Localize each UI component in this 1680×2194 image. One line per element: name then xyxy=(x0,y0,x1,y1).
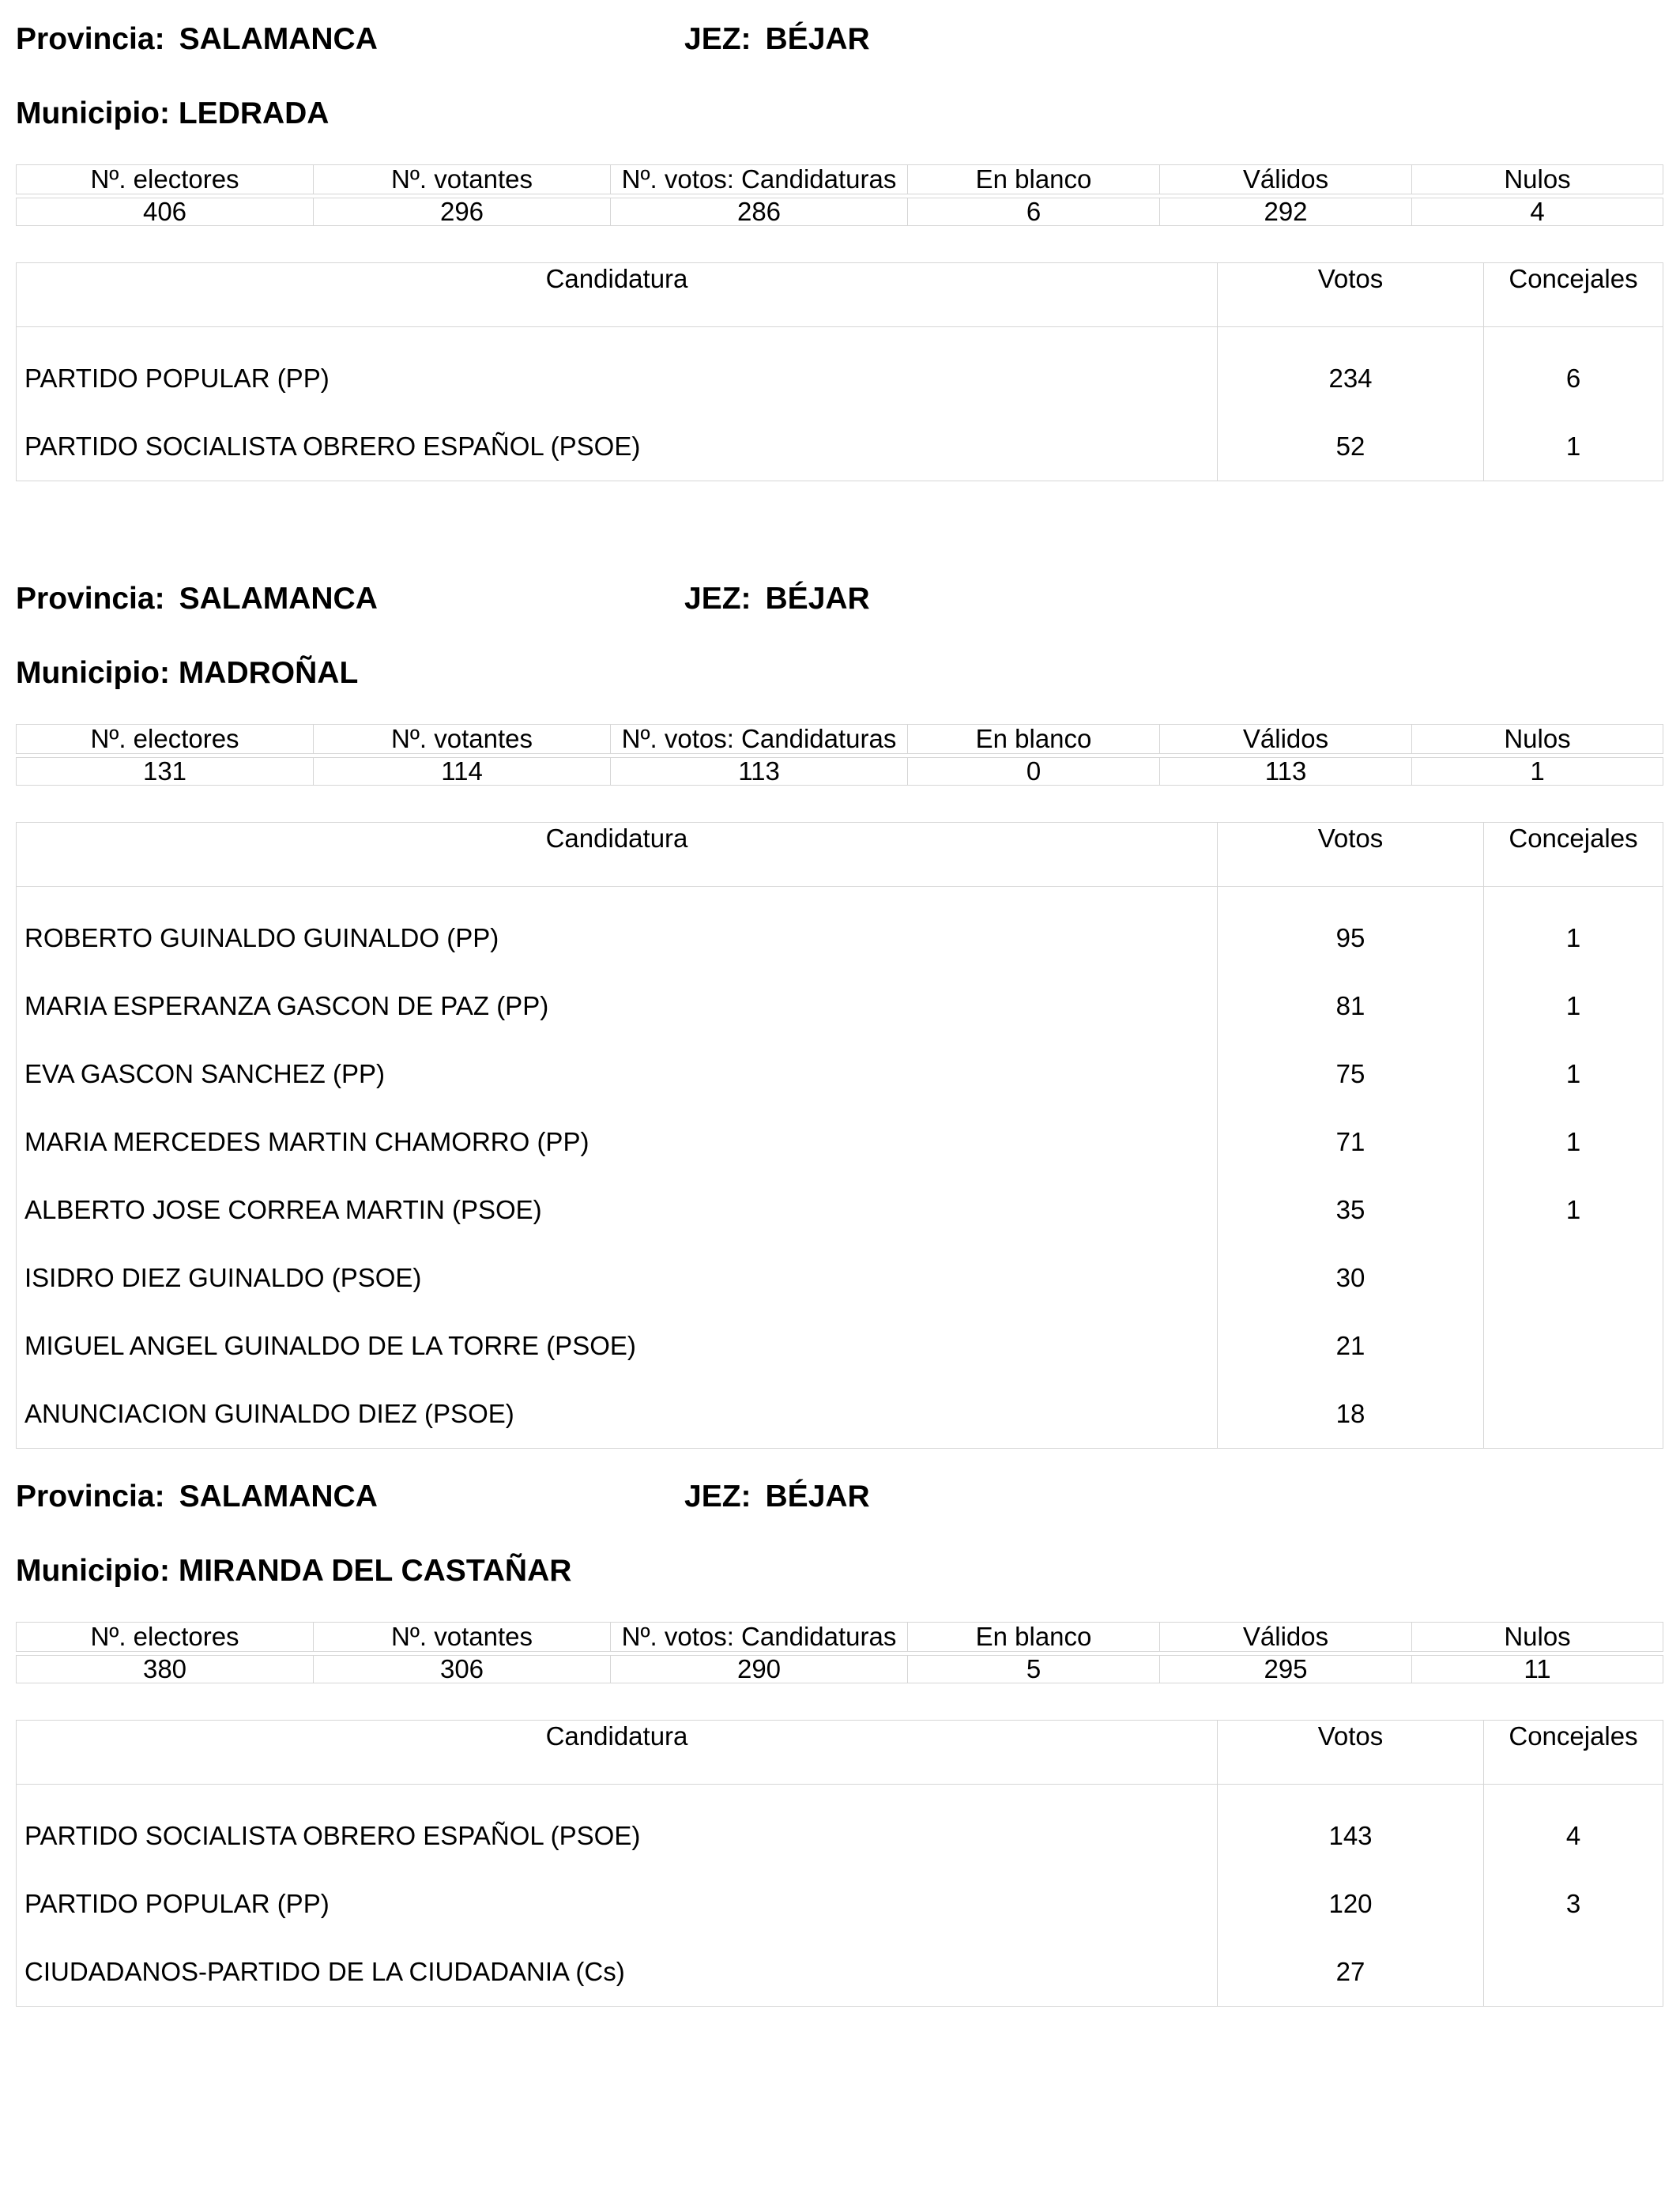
candidatura-votos: 75 xyxy=(1218,1040,1484,1108)
summary-value-cell: 306 xyxy=(314,1656,611,1683)
summary-header-cell: Nº. votantes xyxy=(314,165,611,194)
summary-header-cell: Nulos xyxy=(1412,1623,1663,1652)
candidatura-votos: 81 xyxy=(1218,972,1484,1040)
provincia-line xyxy=(16,1480,378,1514)
summary-header-cell: Válidos xyxy=(1160,725,1412,754)
provincia-label: Provincia: xyxy=(16,1480,165,1514)
candidatura-name: EVA GASCON SANCHEZ (PP) xyxy=(17,1040,1218,1108)
candidatura-row xyxy=(17,1176,1663,1244)
candidatura-name: ALBERTO JOSE CORREA MARTIN (PSOE) xyxy=(17,1176,1218,1244)
jez-label: JEZ: xyxy=(684,582,751,616)
summary-value-cell: 292 xyxy=(1160,198,1412,226)
summary-header-cell: Nº. votos: Candidaturas xyxy=(611,725,908,754)
section-header xyxy=(16,22,1663,70)
candidatura-concejales: 6 xyxy=(1565,364,1581,393)
summary-header-cell: Nº. votantes xyxy=(314,725,611,754)
municipio-line xyxy=(16,96,1663,144)
municipio-value: MADROÑAL xyxy=(178,656,359,690)
candidatura-header: Candidatura xyxy=(17,263,1218,327)
section-header xyxy=(16,1480,1663,1527)
summary-header-row xyxy=(17,725,1663,754)
summary-header-cell: En blanco xyxy=(908,725,1160,754)
summary-header-cell: Nº. electores xyxy=(17,1623,314,1652)
candidatura-header: Candidatura xyxy=(17,823,1218,887)
summary-value-cell: 286 xyxy=(611,198,908,226)
candidatura-votos: 18 xyxy=(1218,1380,1484,1449)
summary-header-cell: Nulos xyxy=(1412,165,1663,194)
candidatura-votos: 71 xyxy=(1218,1108,1484,1176)
summary-header-cell: Nº. electores xyxy=(17,165,314,194)
summary-header-cell: Nº. votos: Candidaturas xyxy=(611,165,908,194)
candidatura-concejales: 1 xyxy=(1565,432,1581,461)
summary-header-cell: Nº. electores xyxy=(17,725,314,754)
summary-header-row xyxy=(17,165,1663,194)
provincia-value: SALAMANCA xyxy=(179,1480,378,1514)
summary-value-cell: 113 xyxy=(1160,758,1412,786)
candidatura-row xyxy=(17,904,1663,972)
summary-table xyxy=(16,724,1663,786)
summary-value-cell: 0 xyxy=(908,758,1160,786)
jez-value: BÉJAR xyxy=(765,22,870,56)
municipio-label: Municipio: xyxy=(16,96,170,130)
candidatura-row xyxy=(17,345,1663,413)
candidatura-votos: 95 xyxy=(1218,904,1484,972)
candidatura-row xyxy=(17,972,1663,1040)
candidaturas-table xyxy=(16,1720,1663,2007)
candidatura-votos: 234 xyxy=(1218,345,1484,413)
candidatura-concejales xyxy=(1484,1312,1663,1380)
candidatura-concejales xyxy=(1484,1244,1663,1312)
jez-line xyxy=(684,1480,870,1514)
candidatura-name: ISIDRO DIEZ GUINALDO (PSOE) xyxy=(17,1244,1218,1312)
concejales-header: Concejales xyxy=(1484,263,1663,327)
summary-value-cell: 406 xyxy=(17,198,314,226)
summary-value-cell: 296 xyxy=(314,198,611,226)
summary-header-cell: Nulos xyxy=(1412,725,1663,754)
summary-header-cell: Válidos xyxy=(1160,165,1412,194)
candidatura-row xyxy=(17,1380,1663,1449)
jez-line xyxy=(684,582,870,616)
candidatura-name: MARIA MERCEDES MARTIN CHAMORRO (PP) xyxy=(17,1108,1218,1176)
municipio-section-madronal xyxy=(16,582,1663,1449)
concejales-header: Concejales xyxy=(1484,823,1663,887)
summary-header-cell: Nº. votos: Candidaturas xyxy=(611,1623,908,1652)
jez-label: JEZ: xyxy=(684,22,751,56)
candidatura-name: ROBERTO GUINALDO GUINALDO (PP) xyxy=(17,904,1218,972)
candidatura-row xyxy=(17,1244,1663,1312)
summary-header-cell: En blanco xyxy=(908,165,1160,194)
summary-header-cell: Nº. votantes xyxy=(314,1623,611,1652)
candidatura-concejales: 1 xyxy=(1565,923,1581,952)
concejales-header: Concejales xyxy=(1484,1721,1663,1785)
candidatura-name: MARIA ESPERANZA GASCON DE PAZ (PP) xyxy=(17,972,1218,1040)
candidatura-row xyxy=(17,1938,1663,2007)
summary-value-cell: 6 xyxy=(908,198,1160,226)
municipio-line xyxy=(16,656,1663,703)
candidatura-votos: 120 xyxy=(1218,1870,1484,1938)
summary-value-row xyxy=(17,758,1663,786)
provincia-label: Provincia: xyxy=(16,582,165,616)
candidatura-row xyxy=(17,1312,1663,1380)
candidatura-concejales xyxy=(1484,1380,1663,1449)
votos-header: Votos xyxy=(1218,263,1484,327)
candidatura-votos: 21 xyxy=(1218,1312,1484,1380)
summary-value-cell: 4 xyxy=(1412,198,1663,226)
candidaturas-table xyxy=(16,822,1663,1449)
provincia-line xyxy=(16,582,378,616)
summary-value-cell: 295 xyxy=(1160,1656,1412,1683)
summary-value-cell: 290 xyxy=(611,1656,908,1683)
candidatura-concejales: 4 xyxy=(1565,1821,1581,1850)
municipio-section-miranda xyxy=(16,1480,1663,2007)
summary-value-cell: 11 xyxy=(1412,1656,1663,1683)
summary-value-cell: 1 xyxy=(1412,758,1663,786)
summary-value-row xyxy=(17,1656,1663,1683)
votos-header: Votos xyxy=(1218,823,1484,887)
municipio-label: Municipio: xyxy=(16,1554,170,1588)
candidatura-concejales: 1 xyxy=(1565,1059,1581,1088)
candidatura-name: PARTIDO POPULAR (PP) xyxy=(17,1870,1218,1938)
jez-value: BÉJAR xyxy=(765,582,870,616)
candidatura-votos: 30 xyxy=(1218,1244,1484,1312)
summary-table xyxy=(16,1622,1663,1683)
provincia-value: SALAMANCA xyxy=(179,22,378,56)
candidatura-row xyxy=(17,413,1663,481)
candidatura-concejales: 1 xyxy=(1565,1195,1581,1224)
jez-value: BÉJAR xyxy=(765,1480,870,1514)
summary-header-row xyxy=(17,1623,1663,1652)
section-header xyxy=(16,582,1663,629)
candidatura-concejales: 3 xyxy=(1565,1889,1581,1918)
candidaturas-table xyxy=(16,262,1663,481)
candidatura-row xyxy=(17,1040,1663,1108)
provincia-label: Provincia: xyxy=(16,22,165,56)
candidatura-name: CIUDADANOS-PARTIDO DE LA CIUDADANIA (Cs) xyxy=(17,1938,1218,2007)
candidatura-name: PARTIDO POPULAR (PP) xyxy=(17,345,1218,413)
candidatura-name: PARTIDO SOCIALISTA OBRERO ESPAÑOL (PSOE) xyxy=(17,1802,1218,1870)
summary-value-cell: 131 xyxy=(17,758,314,786)
candidatura-row xyxy=(17,1802,1663,1870)
candidaturas-header-row xyxy=(17,1721,1663,1785)
summary-value-cell: 380 xyxy=(17,1656,314,1683)
candidatura-concejales: 1 xyxy=(1565,991,1581,1020)
candidatura-name: PARTIDO SOCIALISTA OBRERO ESPAÑOL (PSOE) xyxy=(17,413,1218,481)
candidatura-name: ANUNCIACION GUINALDO DIEZ (PSOE) xyxy=(17,1380,1218,1449)
votos-header: Votos xyxy=(1218,1721,1484,1785)
municipio-value: LEDRADA xyxy=(178,96,330,130)
summary-table xyxy=(16,164,1663,226)
municipio-value: MIRANDA DEL CASTAÑAR xyxy=(178,1554,572,1588)
provincia-line xyxy=(16,22,378,57)
summary-header-cell: Válidos xyxy=(1160,1623,1412,1652)
summary-value-cell: 5 xyxy=(908,1656,1160,1683)
candidatura-votos: 143 xyxy=(1218,1802,1484,1870)
provincia-value: SALAMANCA xyxy=(179,582,378,616)
candidatura-row xyxy=(17,1108,1663,1176)
summary-header-cell: En blanco xyxy=(908,1623,1160,1652)
candidaturas-header-row xyxy=(17,263,1663,327)
municipio-section-ledrada xyxy=(16,22,1663,481)
candidatura-votos: 27 xyxy=(1218,1938,1484,2007)
municipio-label: Municipio: xyxy=(16,656,170,690)
candidatura-name: MIGUEL ANGEL GUINALDO DE LA TORRE (PSOE) xyxy=(17,1312,1218,1380)
candidatura-header: Candidatura xyxy=(17,1721,1218,1785)
summary-value-cell: 114 xyxy=(314,758,611,786)
candidatura-concejales xyxy=(1484,1938,1663,2007)
candidatura-concejales: 1 xyxy=(1565,1127,1581,1156)
summary-value-cell: 113 xyxy=(611,758,908,786)
jez-label: JEZ: xyxy=(684,1480,751,1514)
municipio-line xyxy=(16,1554,1663,1601)
candidatura-row xyxy=(17,1870,1663,1938)
candidaturas-header-row xyxy=(17,823,1663,887)
summary-value-row xyxy=(17,198,1663,226)
jez-line xyxy=(684,22,870,57)
candidatura-votos: 35 xyxy=(1218,1176,1484,1244)
candidatura-votos: 52 xyxy=(1218,413,1484,481)
